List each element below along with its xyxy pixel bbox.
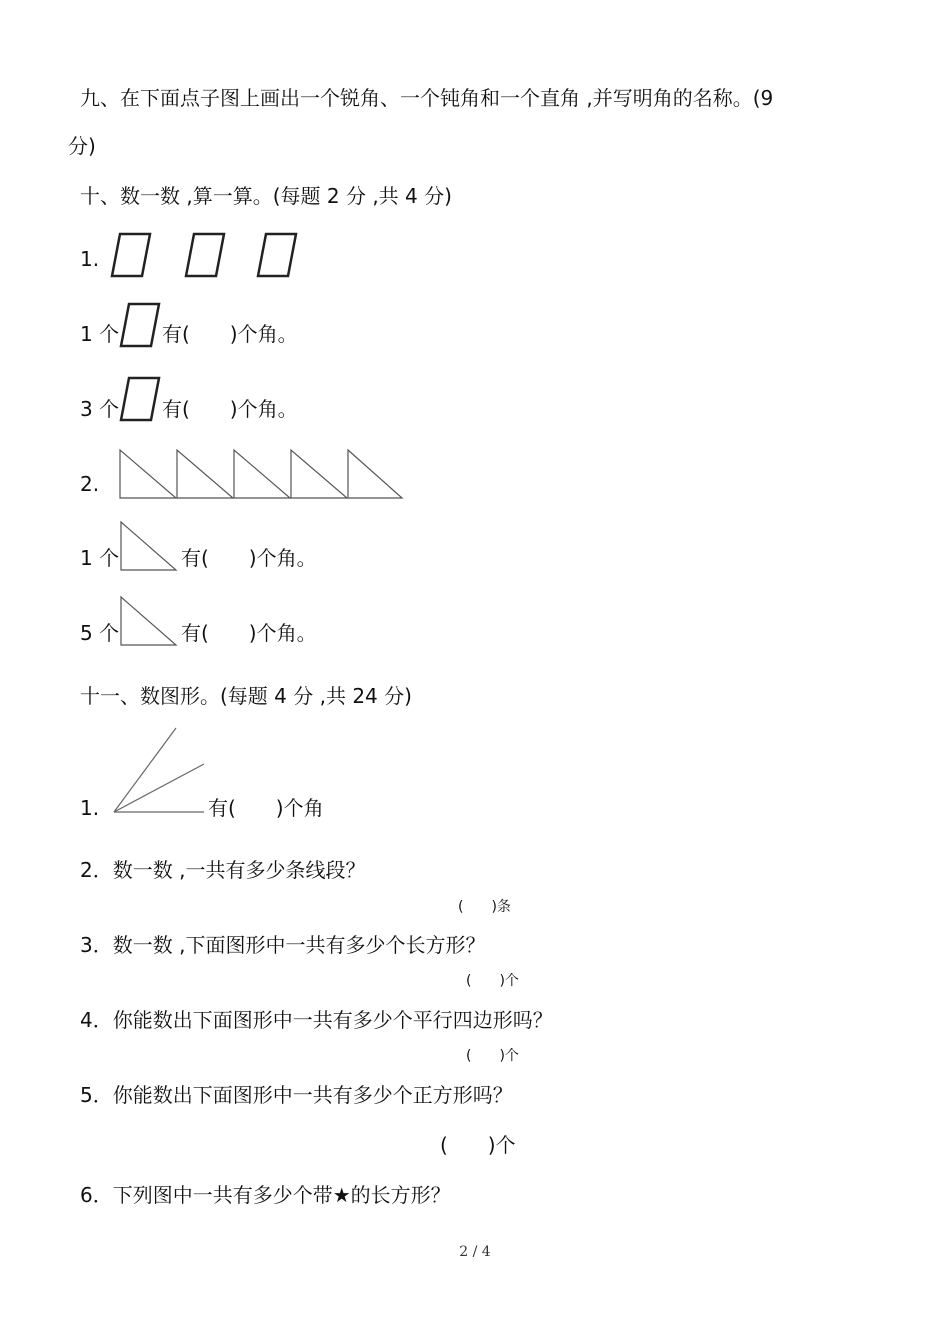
section10-q1a-suffix: 有( )个角。: [162, 322, 298, 346]
section10-q1a-prefix: 1 个: [80, 322, 120, 346]
section11-q3: 3．数一数 ,下面图形中一共有多少个长方形？: [80, 933, 486, 957]
section9-line1: 九、在下面点子图上画出一个锐角、一个钝角和一个直角 ,并写明角的名称。(9: [80, 86, 774, 110]
section11-q4: 4．你能数出下面图形中一共有多少个平行四边形吗？: [80, 1008, 553, 1032]
section11-q3-answer: ( )个: [466, 973, 519, 989]
triangle-1: [120, 450, 176, 498]
section11-q5: 5．你能数出下面图形中一共有多少个正方形吗？: [80, 1083, 513, 1107]
triangle-3: [234, 450, 290, 498]
triangle-inline-a: [121, 522, 179, 572]
triangle-5: [348, 450, 402, 498]
section10-q1b-prefix: 3 个: [80, 397, 120, 421]
section11-q6: 6．下列图中一共有多少个带★的长方形？: [80, 1183, 451, 1207]
triangle-inline-b: [121, 597, 179, 647]
angle-rays-figure: [112, 726, 212, 816]
section9-line2: 分): [68, 134, 96, 158]
parallelogram-3: [258, 234, 296, 276]
triangle-row: [120, 450, 404, 500]
section11-q4-answer: ( )个: [466, 1048, 519, 1064]
section10-q2a-suffix: 有( )个角。: [181, 546, 317, 570]
section11-title: 十一、数图形。(每题 4 分 ,共 24 分): [80, 684, 412, 708]
page-number: 2 / 4: [459, 1244, 491, 1260]
triangle-4: [291, 450, 347, 498]
section10-q2b-prefix: 5 个: [80, 621, 120, 645]
section11-q1-suffix: 有( )个角: [208, 796, 324, 820]
section11-q2: 2．数一数 ,一共有多少条线段？: [80, 858, 366, 882]
parallelogram-row: [112, 232, 302, 278]
parallelogram-2: [186, 234, 224, 276]
section11-q1-number: 1.: [80, 796, 100, 820]
parallelogram-inline-a: [121, 302, 161, 348]
triangle-2: [177, 450, 233, 498]
ray-top: [114, 728, 176, 812]
section10-q2-number: 2.: [80, 472, 100, 496]
section10-q2b-suffix: 有( )个角。: [181, 621, 317, 645]
section10-q2a-prefix: 1 个: [80, 546, 120, 570]
parallelogram-1: [112, 234, 150, 276]
section10-title: 十、数一数 ,算一算。(每题 2 分 ,共 4 分): [80, 184, 452, 208]
ray-middle: [114, 764, 204, 812]
section11-q2-answer: ( )条: [458, 899, 511, 915]
parallelogram-inline-b: [121, 376, 161, 422]
section10-q1b-suffix: 有( )个角。: [162, 397, 298, 421]
section11-q5-answer: ( )个: [440, 1133, 516, 1157]
section10-q1-number: 1.: [80, 247, 100, 271]
